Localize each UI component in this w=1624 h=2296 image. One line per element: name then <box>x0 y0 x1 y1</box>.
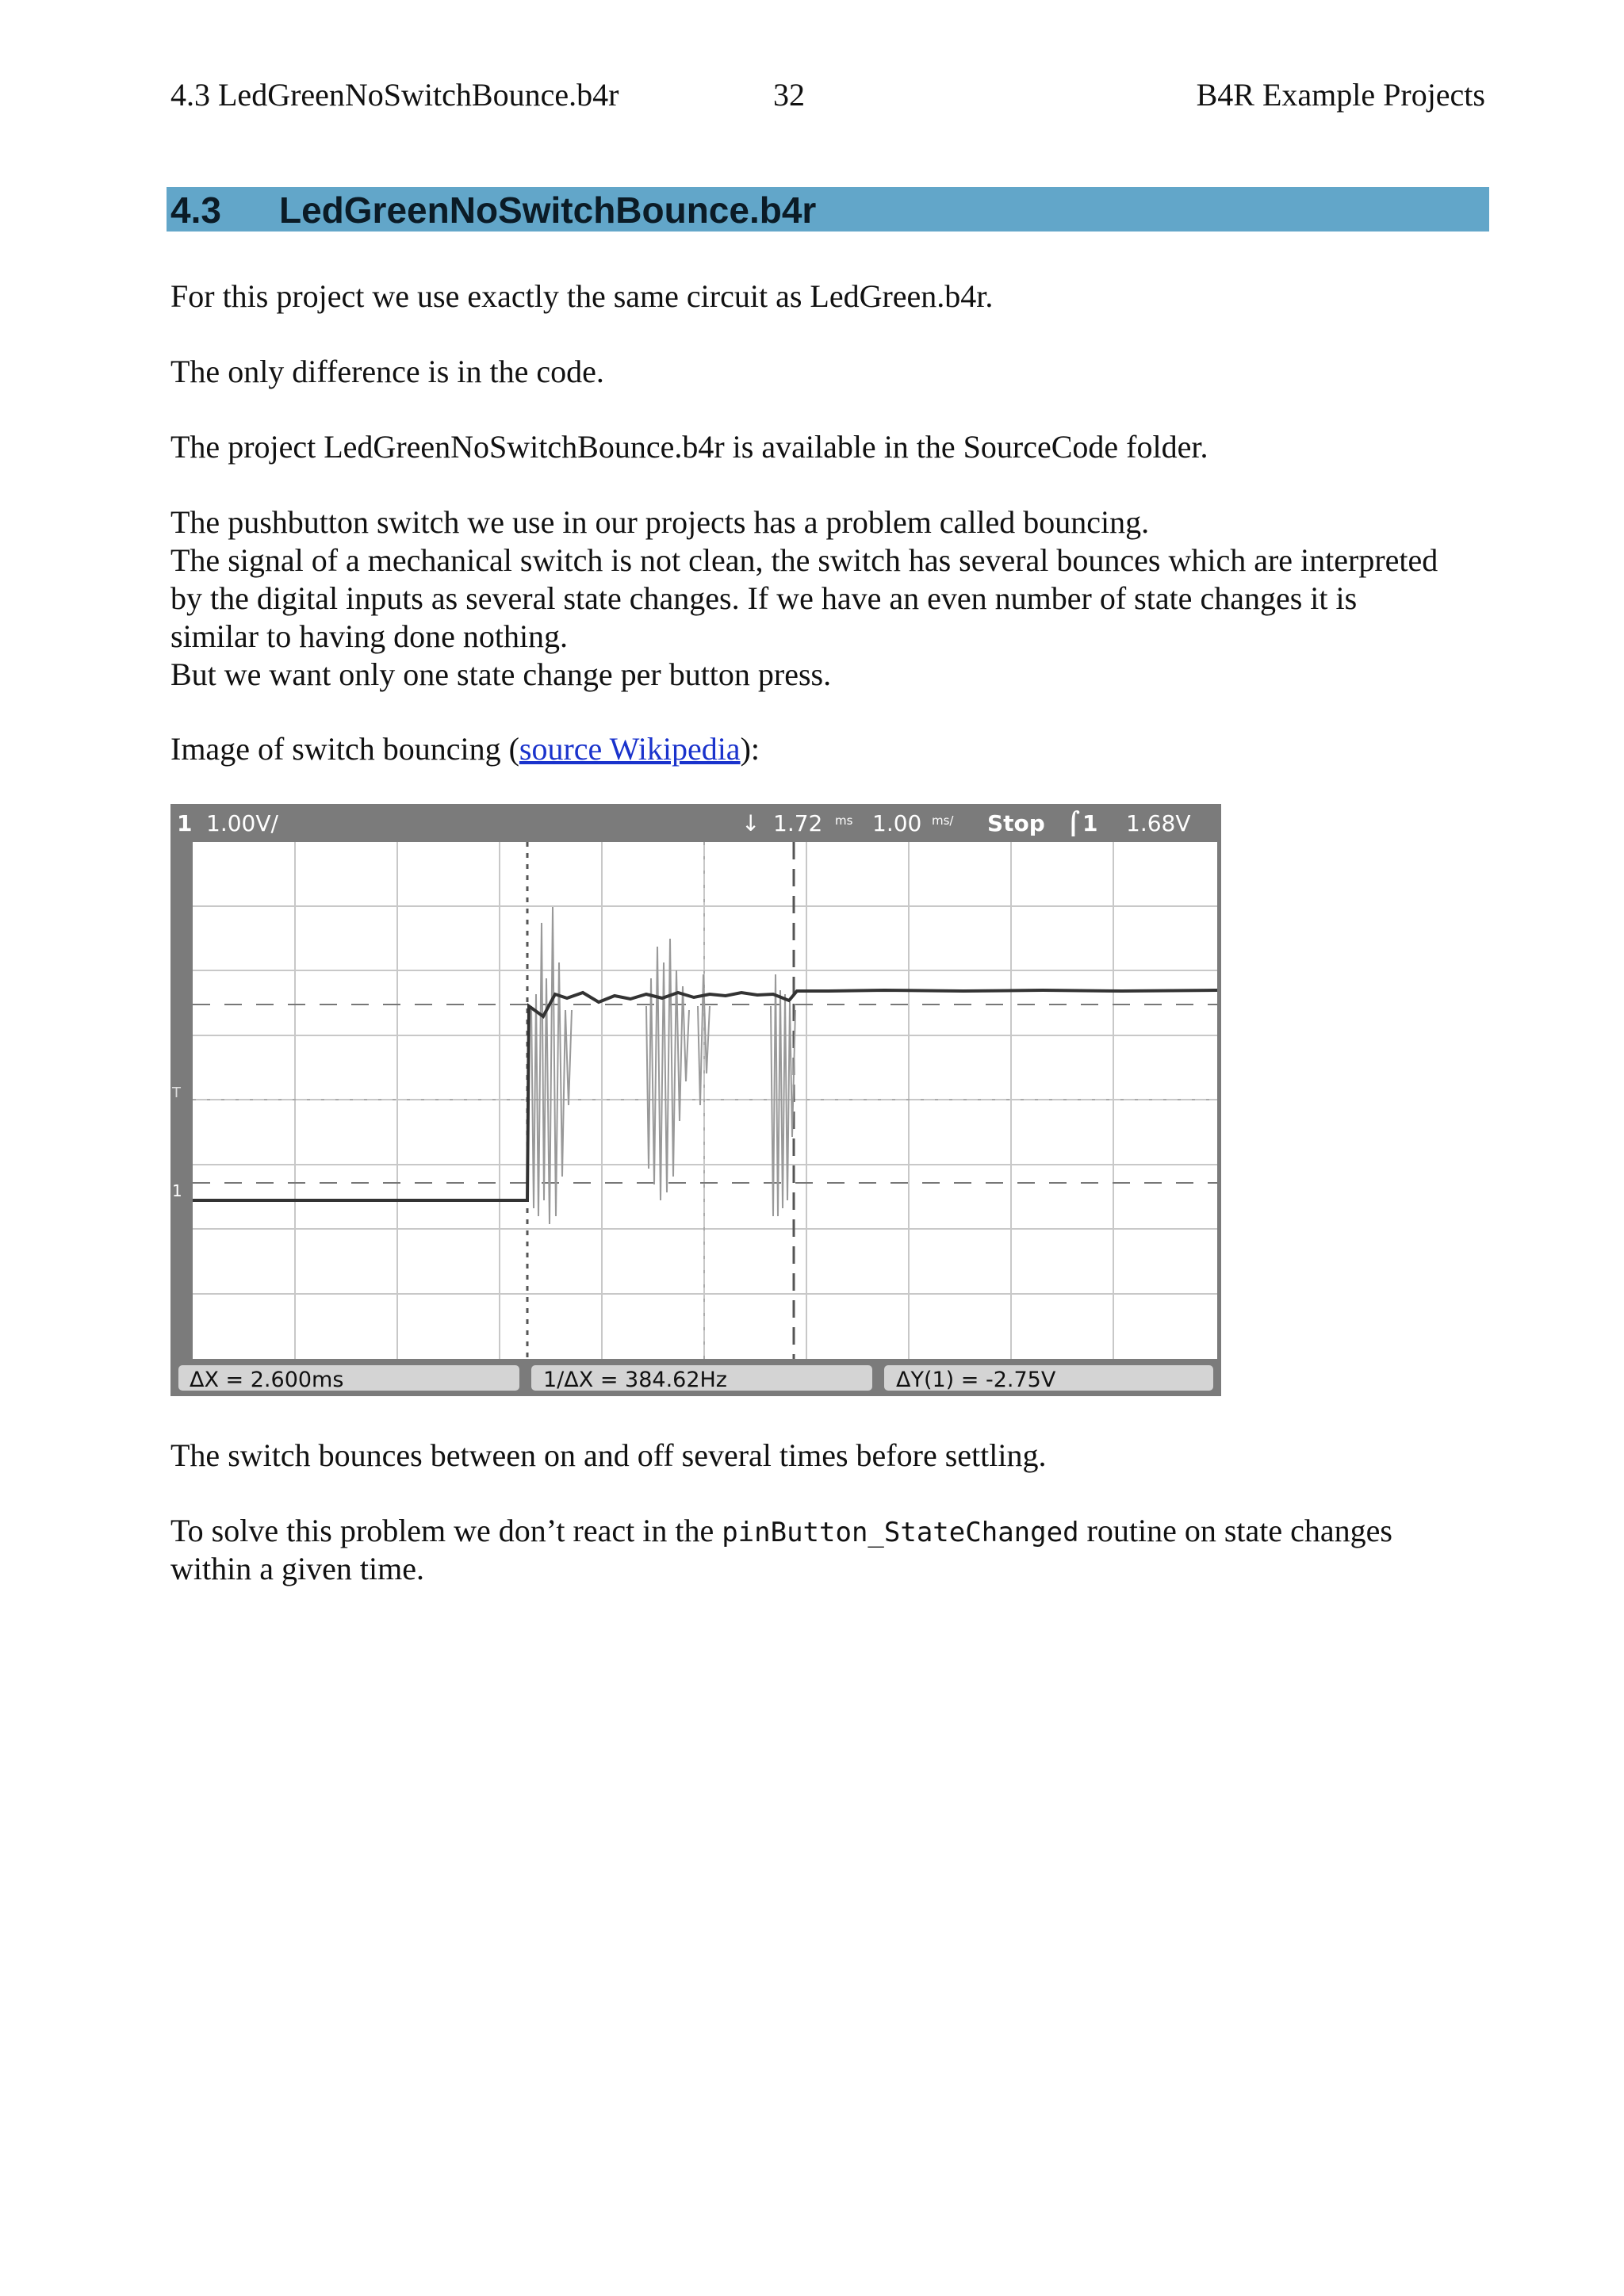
paragraph-sourcecode: The project LedGreenNoSwitchBounce.b4r is available in the SourceCode folder. <box>170 429 1208 465</box>
trigger-level: 1.68V <box>1126 810 1191 836</box>
volts-per-div: 1.00V/ <box>206 810 278 836</box>
paragraph-bouncing-4: similar to having done nothing. <box>170 618 569 654</box>
measurement-fields <box>178 1365 1213 1392</box>
delta-y-readout: ΔY(1) = -2.75V <box>896 1368 1056 1392</box>
caption-text-end: ): <box>740 731 760 767</box>
running-header-title: 4.3 LedGreenNoSwitchBounce.b4r <box>170 77 619 113</box>
paragraph-bouncing-1: The pushbutton switch we use in our projects has a problem called bouncing. <box>170 504 1150 540</box>
code-routine-name: pinButton_StateChanged <box>722 1517 1079 1548</box>
time-per-div: 1.00 <box>872 810 922 836</box>
paragraph-settling: The switch bounces between on and off several times before settling. <box>170 1437 1047 1473</box>
time-offset: 1.72 <box>773 810 823 836</box>
trigger-edge-icon: ⌠ <box>1067 810 1081 836</box>
channel-label: 1 <box>177 810 193 836</box>
delta-x-readout: ΔX = 2.600ms <box>190 1368 344 1392</box>
time-per-div-unit: ms/ <box>932 813 954 828</box>
solution-text: To solve this problem we don’t react in the <box>170 1513 722 1548</box>
caption-text: Image of switch bouncing ( <box>170 731 519 767</box>
running-header-book: B4R Example Projects <box>1196 77 1485 113</box>
paragraph-bouncing-2: The signal of a mechanical switch is not clean, the switch has several bounces which are interpreted <box>170 542 1438 578</box>
image-caption <box>170 730 1487 768</box>
page-number: 32 <box>773 77 805 113</box>
wikipedia-link[interactable]: source Wikipedia <box>519 731 741 767</box>
run-state: Stop <box>987 810 1045 836</box>
section-number: 4.3 <box>170 189 221 231</box>
inverse-delta-x-readout: 1/ΔX = 384.62Hz <box>543 1368 727 1392</box>
ground-marker: 1 <box>172 1181 182 1200</box>
paragraph-bouncing-3: by the digital inputs as several state changes. If we have an even number of state changes it is <box>170 580 1358 616</box>
scope-top-bar <box>170 804 1221 842</box>
trigger-channel: 1 <box>1082 810 1098 836</box>
trigger-pointer-icon: ↓ <box>741 810 760 836</box>
paragraph-solution-2: within a given time. <box>170 1551 424 1586</box>
oscilloscope-image <box>170 804 1221 1396</box>
paragraph-circuit: For this project we use exactly the same circuit as LedGreen.b4r. <box>170 278 994 314</box>
trigger-level-marker: T <box>172 1085 181 1101</box>
paragraph-solution <box>170 1512 1487 1552</box>
time-offset-unit: ms <box>835 813 853 828</box>
paragraph-bouncing-5: But we want only one state change per button press. <box>170 656 832 692</box>
paragraph-difference: The only difference is in the code. <box>170 354 604 389</box>
section-title: LedGreenNoSwitchBounce.b4r <box>279 189 817 231</box>
solution-text-cont: routine on state changes <box>1078 1513 1392 1548</box>
